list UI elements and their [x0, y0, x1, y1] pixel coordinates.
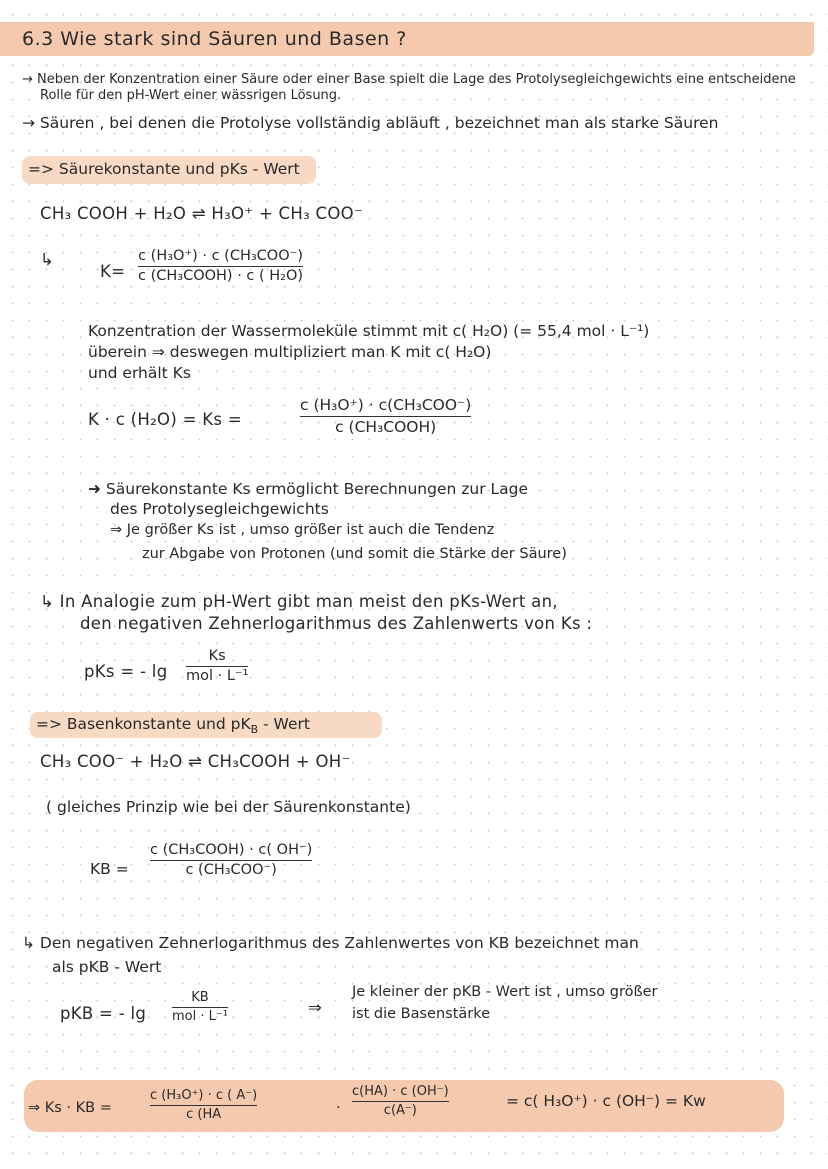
- kb-fraction: [150, 842, 312, 878]
- pkb-denominator: mol · L⁻¹: [172, 1009, 228, 1024]
- ks-bullet-1: ➜ Säurekonstante Ks ermöglicht Berechnungen zur Lage: [88, 480, 529, 498]
- analogy-line-1: ↳ In Analogie zum pH-Wert gibt man meist den pKs-Wert an,: [40, 592, 558, 611]
- ks-bullet-2: des Protolysegleichgewichts: [110, 500, 329, 518]
- summary-fraction-1-bar: [150, 1105, 257, 1106]
- ks-bullet-3: ⇒ Je größer Ks ist , umso größer ist auch die Tendenz: [110, 522, 495, 538]
- summary-fraction-2-denominator: c(A⁻): [383, 1103, 417, 1118]
- k-denominator: c (CH₃COOH) · c ( H₂O): [138, 268, 304, 284]
- k-fraction-bar: [138, 266, 303, 267]
- intro-line-3: → Säuren , bei denen die Protolyse vollständig abläuft , bezeichnet man als starke Säuren: [22, 114, 719, 132]
- k-fraction: [138, 248, 303, 284]
- kb-label: KB =: [90, 860, 129, 878]
- pkb-rule-1: Je kleiner der pKB - Wert ist , umso größer: [352, 984, 658, 1000]
- acid-equation: CH₃ COOH + H₂O ⇌ H₃O⁺ + CH₃ COO⁻: [40, 204, 363, 223]
- k-arrow: ↳: [40, 250, 55, 269]
- ks-label: K · c (H₂O) = Ks =: [88, 410, 242, 429]
- summary-fraction-1: [150, 1088, 257, 1122]
- k-numerator: c (H₃O⁺) · c (CH₃COO⁻): [138, 248, 303, 264]
- analogy-line-2: den negativen Zehnerlogarithmus des Zahlenwerts von Ks :: [80, 614, 593, 633]
- water-note-2: überein ⇒ deswegen multipliziert man K mit c( H₂O): [88, 343, 492, 361]
- base-equation: CH₃ COO⁻ + H₂O ⇌ CH₃COOH + OH⁻: [40, 752, 351, 771]
- base-heading-end: - Wert: [258, 715, 310, 733]
- ks-fraction: [300, 396, 471, 436]
- pkb-rule-2: ist die Basenstärke: [352, 1006, 491, 1022]
- kb-fraction-bar: [150, 860, 312, 861]
- pkb-definition-2: als pKB - Wert: [52, 958, 162, 976]
- summary-dot: ·: [336, 1100, 341, 1116]
- summary-fraction-1-numerator: c (H₃O⁺) · c ( A⁻): [150, 1088, 258, 1103]
- base-heading: [36, 715, 310, 736]
- intro-line-2: Rolle für den pH-Wert einer wässrigen Lösung.: [40, 88, 342, 103]
- summary-label: ⇒ Ks · KB =: [28, 1100, 112, 1116]
- pkb-numerator: KB: [191, 990, 209, 1005]
- kb-numerator: c (CH₃COOH) · c( OH⁻): [150, 842, 313, 858]
- acid-heading: => Säurekonstante und pKs - Wert: [28, 160, 300, 178]
- pks-label: pKs = - lg: [84, 662, 168, 681]
- summary-fraction-2-numerator: c(HA) · c (OH⁻): [352, 1084, 449, 1099]
- base-heading-text: => Basenkonstante und pK: [36, 715, 251, 733]
- intro-line-1: → Neben der Konzentration einer Säure oder einer Base spielt die Lage des Protolysegleichgewichts eine entscheidene: [22, 72, 796, 87]
- summary-fraction-1-denominator: c (HA: [186, 1107, 222, 1122]
- pks-denominator: mol · L⁻¹: [186, 668, 249, 684]
- pkb-fraction: [172, 990, 228, 1024]
- water-note-1: Konzentration der Wassermoleküle stimmt mit c( H₂O) (= 55,4 mol · L⁻¹): [88, 322, 650, 340]
- pks-numerator: Ks: [208, 648, 226, 664]
- ks-bullet-4: zur Abgabe von Protonen (und somit die Stärke der Säure): [142, 546, 567, 562]
- base-principle: ( gleiches Prinzip wie bei der Säurenkonstante): [46, 798, 411, 816]
- pks-fraction-bar: [186, 666, 248, 667]
- page-title: 6.3 Wie stark sind Säuren und Basen ?: [22, 28, 407, 50]
- base-heading-sub: B: [250, 723, 259, 737]
- pkb-label: pKB = - lg: [60, 1004, 147, 1023]
- kb-denominator: c (CH₃COO⁻): [185, 862, 277, 878]
- pkb-fraction-bar: [172, 1007, 228, 1008]
- summary-result: = c( H₃O⁺) · c (OH⁻) = Kw: [506, 1092, 706, 1110]
- implies-arrow: ⇒: [308, 998, 323, 1017]
- summary-fraction-2: [352, 1084, 449, 1118]
- ks-denominator: c (CH₃COOH): [335, 418, 437, 436]
- pks-fraction: [186, 648, 248, 684]
- ks-fraction-bar: [300, 416, 471, 417]
- pkb-definition-1: ↳ Den negativen Zehnerlogarithmus des Zahlenwertes von KB bezeichnet man: [22, 934, 639, 952]
- summary-fraction-2-bar: [352, 1101, 449, 1102]
- k-label: K=: [100, 262, 126, 281]
- water-note-3: und erhält Ks: [88, 364, 191, 382]
- ks-numerator: c (H₃O⁺) · c(CH₃COO⁻): [300, 396, 472, 414]
